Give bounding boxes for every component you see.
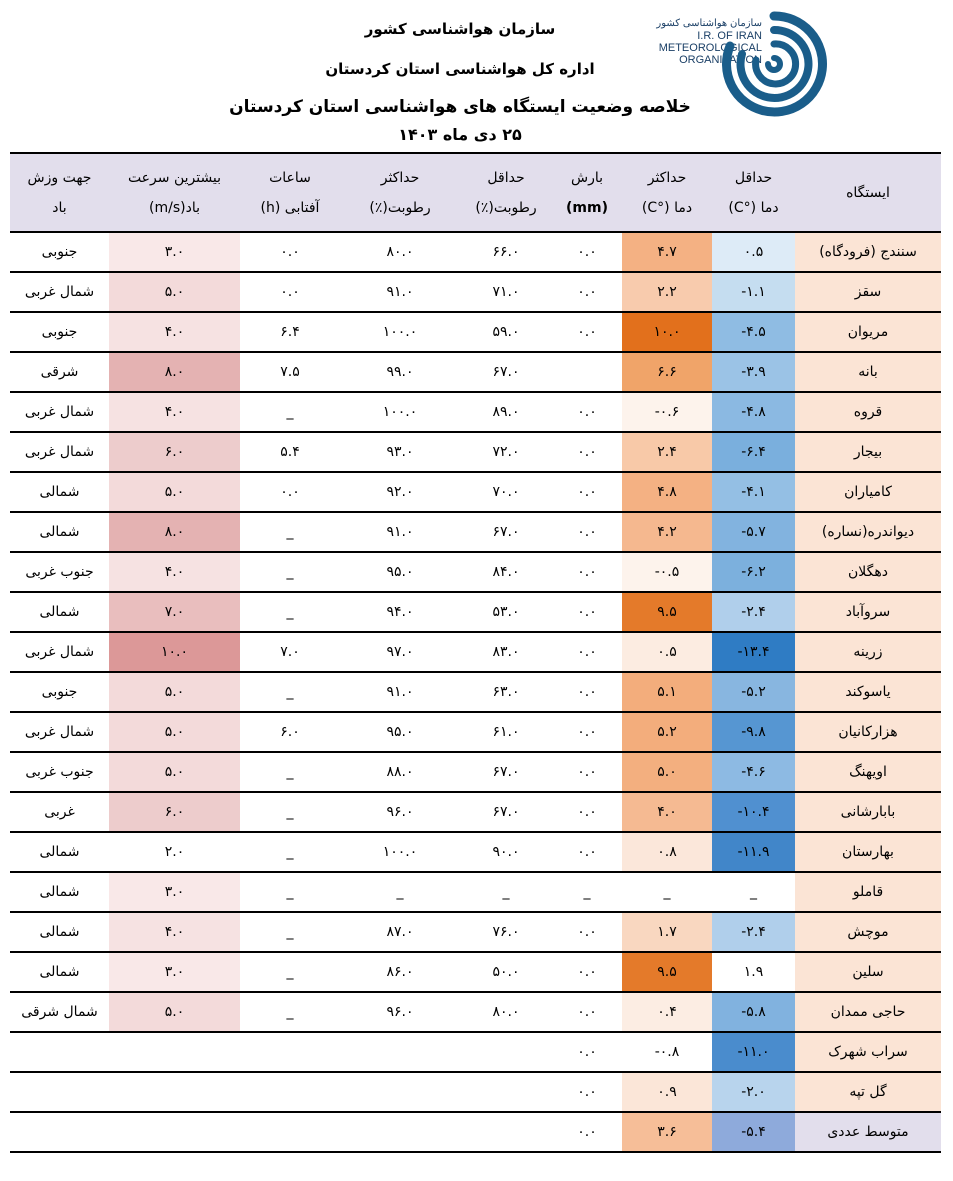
wind-direction-cell: شمال غربی bbox=[10, 632, 109, 672]
average-precipitation-cell: ۰.۰ bbox=[552, 1112, 622, 1152]
wind-direction-cell: شمال غربی bbox=[10, 432, 109, 472]
max-wind-speed-cell: ۷.۰ bbox=[109, 592, 240, 632]
max-wind-speed-cell: ۱۰.۰ bbox=[109, 632, 240, 672]
min-temp-cell: -۲.۴ bbox=[712, 592, 795, 632]
max-temp-cell: ۴.۲ bbox=[622, 512, 712, 552]
sunshine-hours-cell: ۵.۴ bbox=[240, 432, 340, 472]
max-temp-cell: ۹.۵ bbox=[622, 952, 712, 992]
max-humidity-cell: ۹۵.۰ bbox=[340, 712, 460, 752]
min-temp-cell: -۱۰.۴ bbox=[712, 792, 795, 832]
min-humidity-cell: ۹۰.۰ bbox=[460, 832, 552, 872]
station-name-cell: بانه bbox=[795, 352, 941, 392]
max-humidity-cell: ۸۶.۰ bbox=[340, 952, 460, 992]
station-name-cell: مریوان bbox=[795, 312, 941, 352]
min-temp-cell: -۲.۰ bbox=[712, 1072, 795, 1112]
max-wind-speed-cell bbox=[109, 1072, 240, 1112]
table-row bbox=[10, 1072, 941, 1112]
max-temp-cell: ۱۰.۰ bbox=[622, 312, 712, 352]
wind-direction-cell: شرقی bbox=[10, 352, 109, 392]
table-row bbox=[10, 952, 941, 992]
max-wind-speed-cell: ۵.۰ bbox=[109, 752, 240, 792]
precipitation-cell: ۰.۰ bbox=[552, 952, 622, 992]
max-wind-speed-cell: ۵.۰ bbox=[109, 672, 240, 712]
max-humidity-cell: ۱۰۰.۰ bbox=[340, 832, 460, 872]
precipitation-cell: ۰.۰ bbox=[552, 552, 622, 592]
swirl-logo-icon bbox=[718, 8, 830, 120]
min-temp-cell: -۹.۸ bbox=[712, 712, 795, 752]
precipitation-cell: ۰.۰ bbox=[552, 912, 622, 952]
min-humidity-cell: ۵۹.۰ bbox=[460, 312, 552, 352]
max-humidity-cell: ۹۳.۰ bbox=[340, 432, 460, 472]
wind-direction-cell: شمال غربی bbox=[10, 392, 109, 432]
max-wind-speed-cell: ۴.۰ bbox=[109, 392, 240, 432]
station-name-cell: قاملو bbox=[795, 872, 941, 912]
max-temp-cell: ۴.۷ bbox=[622, 232, 712, 272]
min-temp-cell: -۶.۴ bbox=[712, 432, 795, 472]
station-name-cell: سراب شهرک bbox=[795, 1032, 941, 1072]
wind-direction-cell: جنوبی bbox=[10, 312, 109, 352]
min-temp-cell: -۵.۷ bbox=[712, 512, 795, 552]
station-name-cell: بهارستان bbox=[795, 832, 941, 872]
wind-direction-cell bbox=[10, 1072, 109, 1112]
min-temp-cell: _ bbox=[712, 872, 795, 912]
min-temp-cell: -۵.۸ bbox=[712, 992, 795, 1032]
col-header-station: ایستگاه bbox=[795, 153, 941, 232]
precipitation-cell: ۰.۰ bbox=[552, 272, 622, 312]
logo-en-line1: I.R. OF IRAN bbox=[697, 30, 762, 42]
max-humidity-cell: ۹۱.۰ bbox=[340, 672, 460, 712]
col-header-min-humidity: حداقل رطوبت(٪) bbox=[460, 153, 552, 232]
station-name-cell: کامیاران bbox=[795, 472, 941, 512]
sunshine-hours-cell: ۰.۰ bbox=[240, 472, 340, 512]
min-temp-cell: -۴.۶ bbox=[712, 752, 795, 792]
station-name-cell: حاجی ممدان bbox=[795, 992, 941, 1032]
average-empty-cell bbox=[240, 1112, 340, 1152]
max-humidity-cell: ۹۹.۰ bbox=[340, 352, 460, 392]
sunshine-hours-cell: _ bbox=[240, 912, 340, 952]
sunshine-hours-cell: _ bbox=[240, 952, 340, 992]
sunshine-hours-cell: ۷.۰ bbox=[240, 632, 340, 672]
max-temp-cell: ۵.۱ bbox=[622, 672, 712, 712]
max-temp-cell: ۲.۴ bbox=[622, 432, 712, 472]
max-temp-cell: ۰.۵ bbox=[622, 632, 712, 672]
report-header bbox=[0, 0, 953, 152]
sunshine-hours-cell: _ bbox=[240, 992, 340, 1032]
precipitation-cell: ۰.۰ bbox=[552, 392, 622, 432]
max-temp-cell: ۴.۰ bbox=[622, 792, 712, 832]
department-name: اداره کل هواشناسی استان کردستان bbox=[325, 60, 595, 78]
min-humidity-cell: ۷۰.۰ bbox=[460, 472, 552, 512]
min-humidity-cell bbox=[460, 1072, 552, 1112]
station-name-cell: زرینه bbox=[795, 632, 941, 672]
max-temp-cell: -۰.۵ bbox=[622, 552, 712, 592]
table-row bbox=[10, 392, 941, 432]
table-row bbox=[10, 272, 941, 312]
min-temp-cell: -۴.۱ bbox=[712, 472, 795, 512]
wind-direction-cell: شمال شرقی bbox=[10, 992, 109, 1032]
precipitation-cell: ۰.۰ bbox=[552, 1032, 622, 1072]
max-humidity-cell: ۹۵.۰ bbox=[340, 552, 460, 592]
table-row bbox=[10, 312, 941, 352]
precipitation-cell bbox=[552, 352, 622, 392]
table-row bbox=[10, 792, 941, 832]
max-temp-cell: -۰.۶ bbox=[622, 392, 712, 432]
average-empty-cell bbox=[109, 1112, 240, 1152]
table-row bbox=[10, 752, 941, 792]
wind-direction-cell: شمالی bbox=[10, 592, 109, 632]
precipitation-cell: ۰.۰ bbox=[552, 472, 622, 512]
station-name-cell: بیجار bbox=[795, 432, 941, 472]
max-wind-speed-cell: ۶.۰ bbox=[109, 432, 240, 472]
wind-direction-cell: شمالی bbox=[10, 952, 109, 992]
wind-direction-cell: جنوبی bbox=[10, 232, 109, 272]
table-row bbox=[10, 552, 941, 592]
min-humidity-cell: ۸۳.۰ bbox=[460, 632, 552, 672]
min-humidity-cell: ۶۷.۰ bbox=[460, 352, 552, 392]
min-temp-cell: -۱۱.۰ bbox=[712, 1032, 795, 1072]
average-min-temp-cell: -۵.۴ bbox=[712, 1112, 795, 1152]
max-humidity-cell: ۹۲.۰ bbox=[340, 472, 460, 512]
min-temp-cell: -۱۱.۹ bbox=[712, 832, 795, 872]
min-humidity-cell: ۷۲.۰ bbox=[460, 432, 552, 472]
wind-direction-cell: شمالی bbox=[10, 832, 109, 872]
sunshine-hours-cell: ۶.۴ bbox=[240, 312, 340, 352]
max-wind-speed-cell: ۵.۰ bbox=[109, 472, 240, 512]
precipitation-cell: ۰.۰ bbox=[552, 712, 622, 752]
wind-direction-cell: جنوب غربی bbox=[10, 752, 109, 792]
table-row bbox=[10, 432, 941, 472]
max-humidity-cell: ۹۶.۰ bbox=[340, 792, 460, 832]
sunshine-hours-cell: ۰.۰ bbox=[240, 272, 340, 312]
min-humidity-cell: ۵۰.۰ bbox=[460, 952, 552, 992]
max-wind-speed-cell: ۵.۰ bbox=[109, 992, 240, 1032]
max-wind-speed-cell: ۳.۰ bbox=[109, 872, 240, 912]
precipitation-cell: ۰.۰ bbox=[552, 992, 622, 1032]
station-name-cell: اویهنگ bbox=[795, 752, 941, 792]
average-label-cell: متوسط عددی bbox=[795, 1112, 941, 1152]
col-header-wind-direction: جهت وزش باد bbox=[10, 153, 109, 232]
min-humidity-cell: _ bbox=[460, 872, 552, 912]
max-temp-cell: ۲.۲ bbox=[622, 272, 712, 312]
precipitation-cell: ۰.۰ bbox=[552, 752, 622, 792]
table-row bbox=[10, 672, 941, 712]
max-humidity-cell: ۸۰.۰ bbox=[340, 232, 460, 272]
precipitation-cell: ۰.۰ bbox=[552, 592, 622, 632]
min-temp-cell: -۲.۴ bbox=[712, 912, 795, 952]
wind-direction-cell: جنوب غربی bbox=[10, 552, 109, 592]
max-wind-speed-cell: ۸.۰ bbox=[109, 352, 240, 392]
sunshine-hours-cell: _ bbox=[240, 872, 340, 912]
average-empty-cell bbox=[340, 1112, 460, 1152]
min-temp-cell: -۶.۲ bbox=[712, 552, 795, 592]
min-humidity-cell: ۷۱.۰ bbox=[460, 272, 552, 312]
precipitation-cell: ۰.۰ bbox=[552, 632, 622, 672]
max-temp-cell: _ bbox=[622, 872, 712, 912]
table-header-row bbox=[10, 153, 941, 232]
table-row bbox=[10, 912, 941, 952]
max-temp-cell: ۱.۷ bbox=[622, 912, 712, 952]
min-humidity-cell: ۶۱.۰ bbox=[460, 712, 552, 752]
max-temp-cell: ۵.۰ bbox=[622, 752, 712, 792]
station-name-cell: گل تپه bbox=[795, 1072, 941, 1112]
col-header-min-temp: حداقل دما (°C) bbox=[712, 153, 795, 232]
max-wind-speed-cell: ۴.۰ bbox=[109, 552, 240, 592]
average-empty-cell bbox=[460, 1112, 552, 1152]
max-humidity-cell: ۱۰۰.۰ bbox=[340, 392, 460, 432]
average-max-temp-cell: ۳.۶ bbox=[622, 1112, 712, 1152]
precipitation-cell: ۰.۰ bbox=[552, 432, 622, 472]
org-name: سازمان هواشناسی کشور bbox=[364, 20, 556, 38]
table-row bbox=[10, 1032, 941, 1072]
station-name-cell: سقز bbox=[795, 272, 941, 312]
stations-table bbox=[10, 152, 941, 1153]
min-temp-cell: -۳.۹ bbox=[712, 352, 795, 392]
max-temp-cell: ۹.۵ bbox=[622, 592, 712, 632]
min-humidity-cell: ۸۹.۰ bbox=[460, 392, 552, 432]
max-wind-speed-cell: ۵.۰ bbox=[109, 712, 240, 752]
max-humidity-cell: ۸۸.۰ bbox=[340, 752, 460, 792]
precipitation-cell: ۰.۰ bbox=[552, 832, 622, 872]
min-humidity-cell: ۸۴.۰ bbox=[460, 552, 552, 592]
max-humidity-cell: _ bbox=[340, 872, 460, 912]
max-humidity-cell bbox=[340, 1072, 460, 1112]
station-name-cell: یاسوکند bbox=[795, 672, 941, 712]
max-wind-speed-cell: ۳.۰ bbox=[109, 952, 240, 992]
min-humidity-cell: ۵۳.۰ bbox=[460, 592, 552, 632]
max-temp-cell: ۶.۶ bbox=[622, 352, 712, 392]
min-temp-cell: -۴.۵ bbox=[712, 312, 795, 352]
sunshine-hours-cell: ۷.۵ bbox=[240, 352, 340, 392]
precipitation-cell: ۰.۰ bbox=[552, 792, 622, 832]
table-row bbox=[10, 832, 941, 872]
wind-direction-cell: شمالی bbox=[10, 872, 109, 912]
logo-en-line3: ORGANIZATION bbox=[679, 54, 762, 66]
sunshine-hours-cell: ۶.۰ bbox=[240, 712, 340, 752]
max-humidity-cell: ۸۷.۰ bbox=[340, 912, 460, 952]
sunshine-hours-cell: _ bbox=[240, 512, 340, 552]
max-temp-cell: ۰.۴ bbox=[622, 992, 712, 1032]
min-humidity-cell: ۶۶.۰ bbox=[460, 232, 552, 272]
station-name-cell: سروآباد bbox=[795, 592, 941, 632]
max-wind-speed-cell: ۳.۰ bbox=[109, 232, 240, 272]
max-wind-speed-cell: ۶.۰ bbox=[109, 792, 240, 832]
report-title: خلاصه وضعیت ایستگاه های هواشناسی استان کردستان bbox=[229, 97, 691, 117]
station-name-cell: موچش bbox=[795, 912, 941, 952]
station-name-cell: دهگلان bbox=[795, 552, 941, 592]
max-temp-cell: ۴.۸ bbox=[622, 472, 712, 512]
sunshine-hours-cell: _ bbox=[240, 832, 340, 872]
table-body bbox=[10, 232, 941, 1152]
max-humidity-cell: ۹۷.۰ bbox=[340, 632, 460, 672]
col-header-sunshine: ساعات آفتابی (h) bbox=[240, 153, 340, 232]
min-temp-cell: -۱.۱ bbox=[712, 272, 795, 312]
min-humidity-cell: ۶۷.۰ bbox=[460, 512, 552, 552]
min-humidity-cell bbox=[460, 1032, 552, 1072]
precipitation-cell: ۰.۰ bbox=[552, 672, 622, 712]
sunshine-hours-cell: _ bbox=[240, 672, 340, 712]
min-temp-cell: -۱۳.۴ bbox=[712, 632, 795, 672]
station-name-cell: قروه bbox=[795, 392, 941, 432]
station-name-cell: هزارکانیان bbox=[795, 712, 941, 752]
wind-direction-cell: شمالی bbox=[10, 472, 109, 512]
station-name-cell: بابارشانی bbox=[795, 792, 941, 832]
wind-direction-cell: شمال غربی bbox=[10, 272, 109, 312]
min-temp-cell: -۴.۸ bbox=[712, 392, 795, 432]
meteorological-organization-logo bbox=[632, 8, 832, 120]
min-humidity-cell: ۶۳.۰ bbox=[460, 672, 552, 712]
precipitation-cell: ۰.۰ bbox=[552, 512, 622, 552]
max-wind-speed-cell: ۴.۰ bbox=[109, 912, 240, 952]
precipitation-cell: ۰.۰ bbox=[552, 232, 622, 272]
max-temp-cell: -۰.۸ bbox=[622, 1032, 712, 1072]
min-humidity-cell: ۶۷.۰ bbox=[460, 752, 552, 792]
logo-fa-name: سازمان هواشناسی کشور bbox=[656, 18, 762, 29]
wind-direction-cell: جنوبی bbox=[10, 672, 109, 712]
sunshine-hours-cell bbox=[240, 1032, 340, 1072]
station-name-cell: سنندج (فرودگاه) bbox=[795, 232, 941, 272]
precipitation-cell: ۰.۰ bbox=[552, 1072, 622, 1112]
max-temp-cell: ۰.۹ bbox=[622, 1072, 712, 1112]
max-temp-cell: ۵.۲ bbox=[622, 712, 712, 752]
max-wind-speed-cell: ۴.۰ bbox=[109, 312, 240, 352]
max-humidity-cell bbox=[340, 1032, 460, 1072]
table-row bbox=[10, 512, 941, 552]
max-humidity-cell: ۹۱.۰ bbox=[340, 512, 460, 552]
col-header-max-humidity: حداکثر رطوبت(٪) bbox=[340, 153, 460, 232]
report-date: ۲۵ دی ماه ۱۴۰۳ bbox=[398, 125, 522, 144]
table-row bbox=[10, 632, 941, 672]
station-name-cell: دیواندره(نساره) bbox=[795, 512, 941, 552]
wind-direction-cell: شمالی bbox=[10, 912, 109, 952]
table-row bbox=[10, 712, 941, 752]
table-row bbox=[10, 472, 941, 512]
max-wind-speed-cell: ۸.۰ bbox=[109, 512, 240, 552]
logo-en-line2: METEOROLOGICAL bbox=[658, 42, 762, 54]
precipitation-cell: ۰.۰ bbox=[552, 312, 622, 352]
max-humidity-cell: ۹۶.۰ bbox=[340, 992, 460, 1032]
sunshine-hours-cell: ۰.۰ bbox=[240, 232, 340, 272]
wind-direction-cell bbox=[10, 1032, 109, 1072]
average-row bbox=[10, 1112, 941, 1152]
max-humidity-cell: ۱۰۰.۰ bbox=[340, 312, 460, 352]
max-wind-speed-cell: ۵.۰ bbox=[109, 272, 240, 312]
max-wind-speed-cell: ۲.۰ bbox=[109, 832, 240, 872]
sunshine-hours-cell: _ bbox=[240, 592, 340, 632]
wind-direction-cell: غربی bbox=[10, 792, 109, 832]
sunshine-hours-cell bbox=[240, 1072, 340, 1112]
min-humidity-cell: ۸۰.۰ bbox=[460, 992, 552, 1032]
sunshine-hours-cell: _ bbox=[240, 752, 340, 792]
col-header-max-temp: حداکثر دما (°C) bbox=[622, 153, 712, 232]
sunshine-hours-cell: _ bbox=[240, 552, 340, 592]
min-humidity-cell: ۶۷.۰ bbox=[460, 792, 552, 832]
precipitation-cell: _ bbox=[552, 872, 622, 912]
station-name-cell: سلین bbox=[795, 952, 941, 992]
sunshine-hours-cell: _ bbox=[240, 792, 340, 832]
wind-direction-cell: شمال غربی bbox=[10, 712, 109, 752]
min-humidity-cell: ۷۶.۰ bbox=[460, 912, 552, 952]
max-humidity-cell: ۹۴.۰ bbox=[340, 592, 460, 632]
average-empty-cell bbox=[10, 1112, 109, 1152]
table-row bbox=[10, 872, 941, 912]
table-row bbox=[10, 232, 941, 272]
col-header-wind-speed: بیشترین سرعت باد(m/s) bbox=[109, 153, 240, 232]
min-temp-cell: -۵.۲ bbox=[712, 672, 795, 712]
max-wind-speed-cell bbox=[109, 1032, 240, 1072]
col-header-precipitation: بارش (mm) bbox=[552, 153, 622, 232]
max-temp-cell: ۰.۸ bbox=[622, 832, 712, 872]
max-humidity-cell: ۹۱.۰ bbox=[340, 272, 460, 312]
sunshine-hours-cell: _ bbox=[240, 392, 340, 432]
min-temp-cell: ۰.۵ bbox=[712, 232, 795, 272]
table-row bbox=[10, 592, 941, 632]
wind-direction-cell: شمالی bbox=[10, 512, 109, 552]
table-row bbox=[10, 352, 941, 392]
table-row bbox=[10, 992, 941, 1032]
min-temp-cell: ۱.۹ bbox=[712, 952, 795, 992]
